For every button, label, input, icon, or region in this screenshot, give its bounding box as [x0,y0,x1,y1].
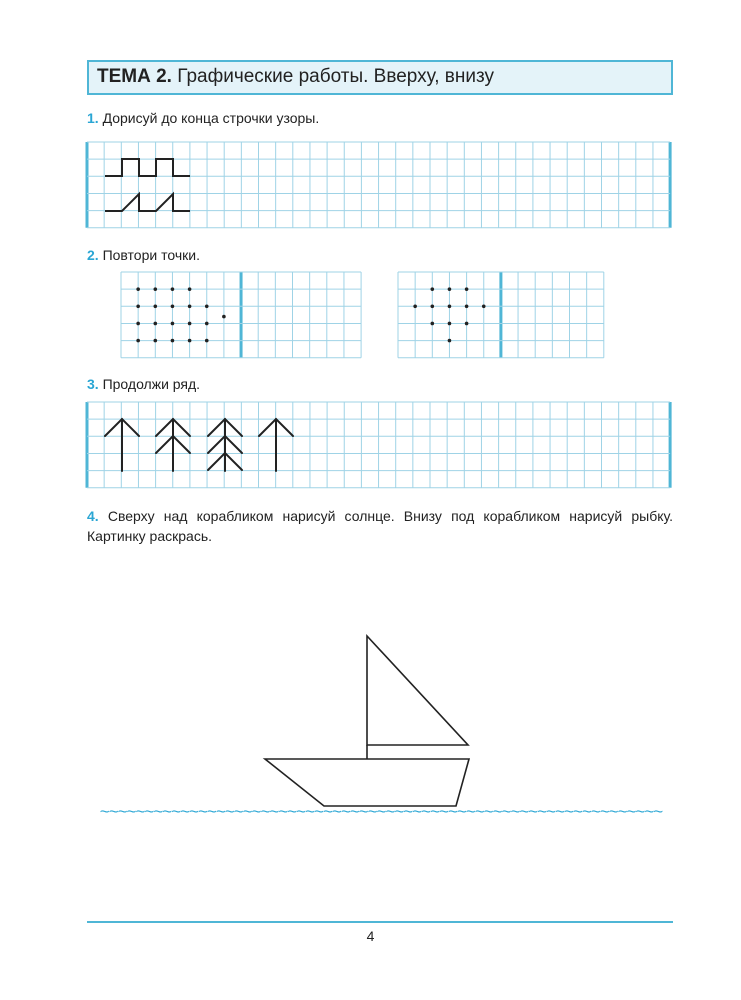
task-3-tree-sequence [105,419,293,471]
sail [367,636,468,745]
pattern-dot [154,305,158,309]
task-2-grid-right [398,272,604,358]
square-wave-pattern [105,159,190,176]
pattern-dot [448,339,452,343]
pattern-dot [465,322,469,326]
task-2-dot-patterns [136,287,485,342]
pattern-dot [188,322,192,326]
task-number: 3. [87,376,99,392]
pattern-dot [431,305,435,309]
topic-title: Графические работы. Вверху, внизу [177,66,494,87]
task-text: Дорисуй до конца строчки узоры. [102,110,320,126]
pattern-dot [465,287,469,291]
task-1-patterns [105,159,190,211]
tree-figure-4 [259,419,293,471]
task-text: Сверху над корабликом нарисуй солнце. Внизу под корабликом нарисуй рыбку. Картинку раскрась. [87,508,674,544]
pattern-dot [188,339,192,343]
pattern-dot [431,287,435,291]
task-2-grid-left [121,272,361,358]
pattern-dot [448,287,452,291]
water-waves: ~~~~~~~~~~~~~~~~~~~~~~~~~~~~~~~~~~~~~~~~~~~~~~~~~~~~~~~~~~~~~~~ [99,802,663,821]
tree-figure-2 [156,419,190,471]
task-number: 2. [87,247,99,263]
pattern-dot [205,305,209,309]
pattern-dot [136,305,140,309]
pattern-dot [171,339,175,343]
pattern-dot [482,305,486,309]
pattern-dot [171,287,175,291]
sailboat-drawing [265,636,469,806]
task-number: 4. [87,508,99,524]
tree-figure-1 [105,419,139,471]
pattern-dot [413,305,417,309]
pattern-dot [465,305,469,309]
pattern-dot [448,322,452,326]
pattern-dot [154,339,158,343]
pattern-dot [448,305,452,309]
task-1-grid [87,142,670,228]
pattern-dot [136,322,140,326]
task-text: Повтори точки. [102,247,200,263]
grid-layer [87,142,670,488]
boat-hull [265,759,469,806]
task-text: Продолжи ряд. [102,376,201,392]
pattern-dot [154,322,158,326]
pattern-dot [205,322,209,326]
pattern-dot [171,322,175,326]
pattern-dot [188,305,192,309]
page-number: 4 [366,928,375,944]
pattern-dot [136,339,140,343]
pattern-dot [136,287,140,291]
topic-label: ТЕМА 2. [97,66,172,87]
pattern-dot [431,322,435,326]
page-footer-line [87,921,673,923]
task-number: 1. [87,110,99,126]
task-3-grid [87,402,670,488]
pattern-dot [154,287,158,291]
pattern-dot [205,339,209,343]
pattern-dot [188,287,192,291]
sawtooth-pattern [105,194,190,211]
pattern-dot [171,305,175,309]
pattern-dot [222,315,226,319]
tree-figure-3 [208,419,242,471]
